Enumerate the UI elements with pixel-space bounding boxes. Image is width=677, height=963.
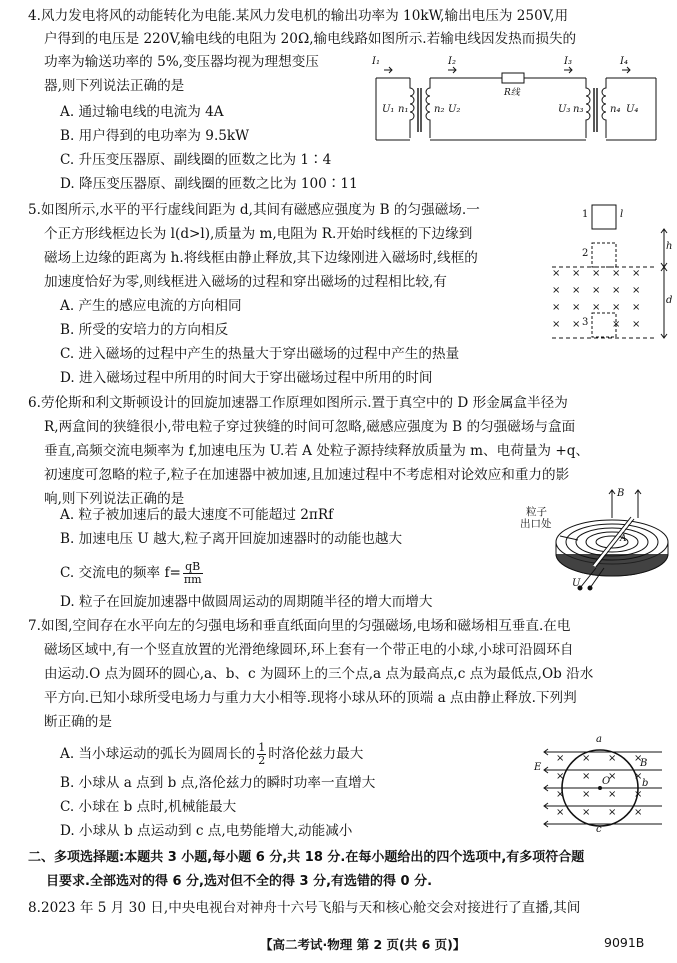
q4-label-u4: U₄ bbox=[626, 104, 639, 115]
q7-label-o: O bbox=[602, 776, 611, 787]
field-cross-mark: × bbox=[556, 753, 565, 764]
q5-stem-line-1: 5.如图所示,水平的平行虚线间距为 d,其间有磁感应强度为 B 的匀强磁场.一 bbox=[28, 202, 480, 218]
q5-option-b: B. 所受的安培力的方向相反 bbox=[60, 322, 229, 338]
footer-code: 9091B bbox=[604, 935, 645, 950]
q5-label-l: l bbox=[620, 209, 624, 220]
q4-label-r: R线 bbox=[504, 88, 520, 98]
q6-option-d: D. 粒子在回旋加速器中做圆周运动的周期随半径的增大而增大 bbox=[60, 594, 433, 610]
field-cross-mark: × bbox=[572, 268, 581, 279]
field-cross-mark: × bbox=[572, 319, 581, 330]
field-cross-mark: × bbox=[632, 268, 641, 279]
field-cross-mark: × bbox=[612, 319, 621, 330]
q7-option-a-suffix: 时洛伦兹力最大 bbox=[268, 746, 364, 762]
field-cross-mark: × bbox=[552, 302, 561, 313]
q6-option-c-denominator: πm bbox=[183, 573, 202, 586]
q4-option-c: C. 升压变压器原、副线圈的匝数之比为 1∶4 bbox=[60, 152, 332, 168]
field-cross-mark: × bbox=[556, 807, 565, 818]
q7-option-b: B. 小球从 a 点到 b 点,洛伦兹力的瞬时功率一直增大 bbox=[60, 775, 376, 791]
field-cross-mark: × bbox=[608, 789, 617, 800]
q4-stem-line-2: 户得到的电压是 220V,输电线的电阻为 20Ω,输电线路如图所示.若输电线因发热而损失的 bbox=[44, 31, 577, 47]
q4-label-n4: n₄ bbox=[610, 104, 621, 115]
q4-label-u1: U₁ bbox=[382, 104, 395, 115]
q7-ring-figure bbox=[534, 734, 666, 838]
q5-option-c: C. 进入磁场的过程中产生的热量大于穿出磁场的过程中产生的热量 bbox=[60, 346, 460, 362]
q8-stem-line-1: 8.2023 年 5 月 30 日,中央电视台对神舟十六号飞船与天和核心舱交会对接进行了直播,其间 bbox=[28, 900, 581, 916]
field-cross-mark: × bbox=[552, 285, 561, 296]
q4-transmission-figure bbox=[368, 58, 660, 162]
field-cross-mark: × bbox=[552, 268, 561, 279]
q6-option-b: B. 加速电压 U 越大,粒子离开回旋加速器时的动能也越大 bbox=[60, 531, 403, 547]
q7-option-d: D. 小球从 b 点运动到 c 点,电势能增大,动能减小 bbox=[60, 823, 353, 839]
field-cross-mark: × bbox=[572, 285, 581, 296]
field-cross-mark: × bbox=[582, 771, 591, 782]
q7-stem-line-3: 由运动.O 点为圆环的圆心,a、b、c 为圆环上的三个点,a 点为最高点,c 点为最低点,Ob 沿水 bbox=[44, 666, 594, 682]
q4-label-i3: I₃ bbox=[564, 56, 572, 67]
field-cross-mark: × bbox=[634, 807, 643, 818]
q5-stem-line-3: 磁场上边缘的距离为 h.将线框由静止释放,其下边缘刚进入磁场时,线框的 bbox=[44, 250, 478, 266]
field-cross-mark: × bbox=[612, 302, 621, 313]
q4-option-a: A. 通过输电线的电流为 4A bbox=[60, 104, 224, 120]
field-cross-mark: × bbox=[632, 285, 641, 296]
q5-label-1: 1 bbox=[582, 209, 589, 220]
field-cross-mark: × bbox=[592, 285, 601, 296]
field-cross-mark: × bbox=[612, 268, 621, 279]
q7-stem-line-4: 平方向.已知小球所受电场力与重力大小相等.现将小球从环的顶端 a 点由静止释放.下列判 bbox=[44, 690, 577, 706]
field-cross-mark: × bbox=[632, 302, 641, 313]
q4-label-n1: n₁ bbox=[398, 104, 409, 115]
q4-label-i1: I₁ bbox=[372, 56, 380, 67]
q7-stem-line-1: 7.如图,空间存在水平向左的匀强电场和垂直纸面向里的匀强磁场,电场和磁场相互垂直.在电 bbox=[28, 618, 571, 634]
q6-option-c-prefix: C. 交流电的频率 f= bbox=[60, 565, 181, 581]
q4-label-u3: U₃ bbox=[558, 104, 571, 115]
field-cross-mark: × bbox=[592, 302, 601, 313]
q5-stem-line-2: 个正方形线框边长为 l(d>l),质量为 m,电阻为 R.开始时线框的下边缘到 bbox=[44, 226, 473, 242]
q6-option-c-fraction bbox=[183, 561, 203, 586]
q7-option-a-fraction bbox=[257, 742, 266, 767]
q6-label-b: B bbox=[617, 488, 625, 499]
q7-label-field-b: B bbox=[640, 758, 648, 769]
q6-stem-line-3: 垂直,高频交流电频率为 f,加速电压为 U.若 A 处粒子源持续释放质量为 m、电荷量为 +q、 bbox=[44, 443, 590, 459]
q4-stem-line-1: 4.风力发电将风的动能转化为电能.某风力发电机的输出功率为 10kW,输出电压为 250V,用 bbox=[28, 8, 569, 24]
q4-label-n2: n₂ bbox=[434, 104, 445, 115]
q4-stem-line-4: 器,则下列说法正确的是 bbox=[44, 78, 185, 94]
footer-page-info: 【高二考试·物理 第 2 页(共 6 页)】 bbox=[260, 937, 466, 952]
q6-option-a: A. 粒子被加速后的最大速度不可能超过 2πRf bbox=[60, 507, 334, 523]
q4-option-b: B. 用户得到的电功率为 9.5kW bbox=[60, 128, 250, 144]
q6-cyclotron-figure bbox=[520, 488, 670, 592]
q6-option-c-numerator: qB bbox=[183, 561, 203, 574]
q7-label-a: a bbox=[596, 734, 602, 745]
q4-label-i2: I₂ bbox=[448, 56, 456, 67]
q6-label-a: A bbox=[620, 534, 627, 544]
q5-option-d: D. 进入磁场过程中所用的时间大于穿出磁场过程中所用的时间 bbox=[60, 370, 433, 386]
q5-label-2: 2 bbox=[582, 248, 589, 259]
field-cross-mark: × bbox=[608, 753, 617, 764]
q6-label-outlet-1: 粒子 bbox=[526, 506, 547, 518]
section2-heading-line-1: 二、多项选择题:本题共 3 小题,每小题 6 分,共 18 分.在每小题给出的四个选项中,有多项符合题 bbox=[28, 850, 585, 865]
q7-option-a-denominator: 2 bbox=[258, 754, 266, 767]
field-cross-mark: × bbox=[592, 268, 601, 279]
field-cross-mark: × bbox=[634, 771, 643, 782]
field-cross-mark: × bbox=[582, 807, 591, 818]
q5-stem-line-4: 加速度恰好为零,则线框进入磁场的过程和穿出磁场的过程相比较,有 bbox=[44, 274, 447, 290]
q5-magnetic-field-figure bbox=[552, 203, 672, 343]
q4-option-d: D. 降压变压器原、副线圈的匝数之比为 100∶11 bbox=[60, 176, 358, 192]
q7-stem-line-2: 磁场区域中,有一个竖直放置的光滑绝缘圆环,环上套有一个带正电的小球,小球可沿圆环自 bbox=[44, 642, 574, 658]
field-cross-mark: × bbox=[582, 753, 591, 764]
q4-label-u2: U₂ bbox=[448, 104, 461, 115]
field-cross-mark: × bbox=[582, 789, 591, 800]
q6-stem-line-4: 初速度可忽略的粒子,粒子在加速器中被加速,且加速过程中不考虑相对论效应和重力的影 bbox=[44, 467, 570, 483]
q7-option-a bbox=[60, 742, 363, 767]
field-cross-mark: × bbox=[556, 789, 565, 800]
q7-label-e: E bbox=[534, 762, 542, 773]
q5-label-d: d bbox=[666, 295, 673, 306]
section2-heading-line-2: 目要求.全部选对的得 6 分,选对但不全的得 3 分,有选错的得 0 分. bbox=[46, 874, 433, 889]
q7-option-a-prefix: A. 当小球运动的弧长为圆周长的 bbox=[60, 746, 256, 762]
q7-option-c: C. 小球在 b 点时,机械能最大 bbox=[60, 799, 237, 815]
field-cross-mark: × bbox=[634, 789, 643, 800]
field-cross-mark: × bbox=[572, 302, 581, 313]
q4-stem-line-3: 功率为输送功率的 5%,变压器均视为理想变压 bbox=[44, 54, 319, 70]
field-cross-mark: × bbox=[556, 771, 565, 782]
q7-option-a-numerator: 1 bbox=[258, 741, 266, 754]
q5-option-a: A. 产生的感应电流的方向相同 bbox=[60, 298, 242, 314]
q4-label-n3: n₃ bbox=[573, 104, 584, 115]
q5-label-h: h bbox=[666, 241, 673, 252]
q6-option-c bbox=[60, 561, 205, 586]
q6-stem-line-1: 6.劳伦斯和利文斯顿设计的回旋加速器工作原理如图所示.置于真空中的 D 形金属盒半径为 bbox=[28, 395, 568, 411]
q6-label-outlet-2: 出口处 bbox=[520, 518, 552, 530]
field-cross-mark: × bbox=[608, 807, 617, 818]
field-cross-mark: × bbox=[552, 319, 561, 330]
field-cross-mark: × bbox=[612, 285, 621, 296]
q7-stem-line-5: 断正确的是 bbox=[44, 714, 112, 730]
field-cross-mark: × bbox=[608, 771, 617, 782]
q6-stem-line-5: 响,则下列说法正确的是 bbox=[44, 491, 185, 507]
q6-stem-line-2: R,两盒间的狭缝很小,带电粒子穿过狭缝的时间可忽略,磁感应强度为 B 的匀强磁场与盒面 bbox=[44, 419, 576, 435]
q4-label-i4: I₄ bbox=[620, 56, 628, 67]
field-cross-mark: × bbox=[632, 319, 641, 330]
field-cross-mark: × bbox=[634, 753, 643, 764]
q6-label-u: U bbox=[572, 578, 581, 589]
q5-label-3: 3 bbox=[582, 317, 589, 328]
q7-label-b: b bbox=[642, 778, 649, 789]
q7-label-c: c bbox=[596, 824, 602, 835]
